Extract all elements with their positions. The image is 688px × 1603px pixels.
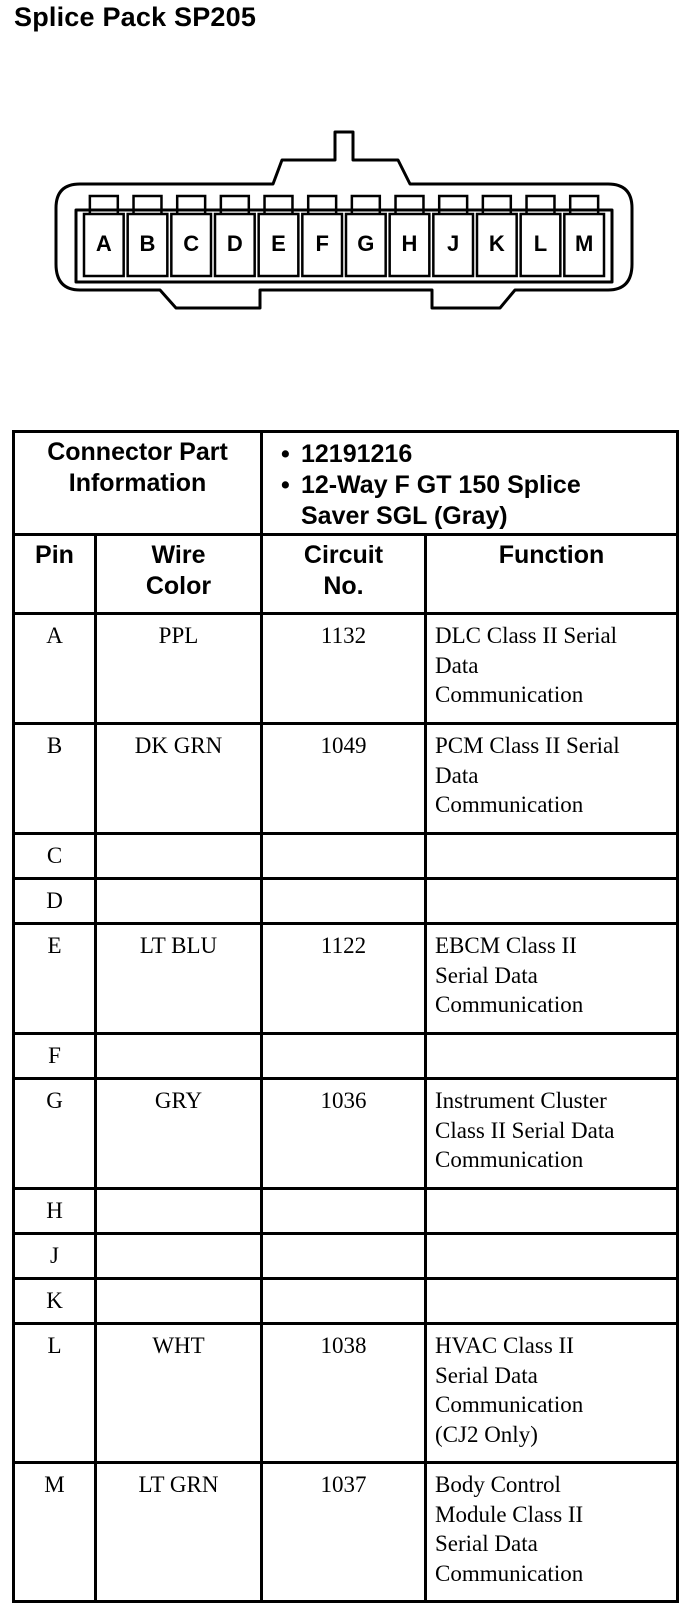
function-line: (CJ2 Only) [435, 1421, 538, 1447]
pin-cell: B [14, 724, 96, 834]
pin-cell: K [14, 1279, 96, 1324]
connector-pin-k [477, 196, 517, 276]
connector-pin-a [84, 196, 124, 276]
function-line: Serial Data [435, 1531, 538, 1556]
function-line: DLC Class II Serial [435, 623, 618, 648]
table-row [14, 1324, 678, 1463]
circuit-cell: 1132 [262, 614, 426, 724]
wire-color-cell [96, 1034, 262, 1079]
pin-cell: A [14, 614, 96, 724]
function-line: Class II Serial Data [435, 1117, 615, 1143]
wire-color-cell [96, 1234, 262, 1279]
pin-cell: H [14, 1189, 96, 1234]
table-row [14, 1279, 678, 1324]
connector-pin-label: H [401, 231, 418, 256]
function-cell [426, 1279, 678, 1324]
wire-color-cell [96, 879, 262, 924]
connector-pin-j [433, 196, 473, 276]
bullet-2: • [281, 471, 290, 499]
circuit-cell: 1036 [262, 1079, 426, 1189]
function-cell [426, 1324, 678, 1463]
table-row [14, 924, 678, 1034]
wire-color-cell [96, 1279, 262, 1324]
header-pin: Pin [14, 535, 96, 614]
connector-pin-label: F [315, 231, 329, 256]
function-line: EBCM Class II [435, 933, 577, 958]
connector-pin-label: G [357, 231, 375, 256]
circuit-cell: 1038 [262, 1324, 426, 1463]
table-row [14, 1463, 678, 1602]
function-cell [426, 1189, 678, 1234]
function-line: Body Control [435, 1472, 561, 1497]
part-info-label-line1: Connector Part [47, 438, 228, 466]
circuit-cell [262, 1189, 426, 1234]
function-cell [426, 1234, 678, 1279]
wire-color-cell: WHT [96, 1324, 262, 1463]
wire-color-cell: LT BLU [96, 924, 262, 1034]
page-title: Splice Pack SP205 [14, 2, 257, 32]
connector-pin-e [259, 196, 299, 276]
header-circuit-line2: No. [323, 572, 364, 600]
function-cell [426, 834, 678, 879]
part-number: 12191216 [301, 440, 413, 468]
wire-color-cell: LT GRN [96, 1463, 262, 1602]
circuit-cell: 1037 [262, 1463, 426, 1602]
connector-pin-g [346, 196, 386, 276]
connector-pin-label: A [95, 231, 112, 256]
table-row [14, 1079, 678, 1189]
connector-pin-h [390, 196, 430, 276]
function-line: Module Class II [435, 1501, 584, 1527]
part-info-value-cell [262, 432, 678, 535]
table-row [14, 834, 678, 879]
part-info-row [14, 432, 678, 535]
connector-pin-f [302, 196, 342, 276]
part-description-line2: Saver SGL (Gray) [301, 502, 508, 530]
pin-cell: D [14, 879, 96, 924]
wire-color-cell [96, 834, 262, 879]
pin-cell: J [14, 1234, 96, 1279]
connector-pin-c [171, 196, 211, 276]
wire-color-cell [96, 1189, 262, 1234]
function-cell [426, 614, 678, 724]
table-row [14, 614, 678, 724]
function-cell [426, 1463, 678, 1602]
function-line: Serial Data [435, 962, 538, 988]
function-cell [426, 1034, 678, 1079]
function-line: Communication [435, 1392, 584, 1417]
function-line: Serial Data [435, 1362, 538, 1388]
pin-cell: E [14, 924, 96, 1034]
function-line: Communication [435, 1560, 584, 1586]
header-wire-color-line2: Color [145, 572, 212, 600]
connector-pin-b [128, 196, 168, 276]
circuit-cell: 1122 [262, 924, 426, 1034]
header-function: Function [426, 535, 678, 614]
connector-pin-l [521, 196, 561, 276]
pin-cell: M [14, 1463, 96, 1602]
function-cell [426, 724, 678, 834]
wire-color-cell: GRY [96, 1079, 262, 1189]
connector-pin-label: M [575, 231, 594, 256]
circuit-cell [262, 1034, 426, 1079]
pin-cell: F [14, 1034, 96, 1079]
function-line: Data [435, 652, 479, 678]
function-line: Data [435, 762, 479, 788]
connector-cavity-frame [76, 210, 612, 282]
connector-pin-label: C [183, 231, 200, 256]
pin-cell: G [14, 1079, 96, 1189]
connector-pin-label: J [447, 231, 460, 256]
connector-pin-d [215, 196, 255, 276]
table-row [14, 1189, 678, 1234]
table-row [14, 724, 678, 834]
function-line: PCM Class II Serial [435, 733, 620, 758]
connector-info-table [12, 430, 679, 1603]
part-description-line1: 12-Way F GT 150 Splice [301, 471, 581, 499]
table-row [14, 1234, 678, 1279]
pin-cell: L [14, 1324, 96, 1463]
function-line: Communication [435, 792, 584, 817]
function-line: Communication [435, 992, 584, 1017]
connector-pin-label: D [226, 231, 243, 256]
header-wire-color [96, 535, 262, 614]
pin-cell: C [14, 834, 96, 879]
header-wire-color-line1: Wire [151, 541, 206, 569]
table-row [14, 879, 678, 924]
function-cell [426, 1079, 678, 1189]
wire-color-cell: DK GRN [96, 724, 262, 834]
function-line: HVAC Class II [435, 1333, 574, 1358]
wire-color-cell: PPL [96, 614, 262, 724]
connector-pin-label: B [139, 231, 156, 256]
circuit-cell [262, 879, 426, 924]
function-cell [426, 924, 678, 1034]
connector-pin-label: E [271, 231, 286, 256]
part-info-label-cell [14, 432, 262, 535]
circuit-cell [262, 1279, 426, 1324]
function-line: Communication [435, 1147, 584, 1172]
part-info-label-line2: Information [68, 469, 207, 497]
circuit-cell [262, 834, 426, 879]
connector-diagram [0, 0, 688, 330]
connector-pin-label: L [533, 231, 548, 256]
connector-pin-m [564, 196, 604, 276]
bullet-1: • [281, 440, 290, 468]
header-circuit [262, 535, 426, 614]
connector-pin-label: K [488, 231, 505, 256]
function-cell [426, 879, 678, 924]
column-header-row [14, 535, 678, 614]
function-line: Communication [435, 682, 584, 707]
header-circuit-line1: Circuit [303, 541, 384, 569]
circuit-cell: 1049 [262, 724, 426, 834]
circuit-cell [262, 1234, 426, 1279]
function-line: Instrument Cluster [435, 1088, 607, 1113]
table-row [14, 1034, 678, 1079]
